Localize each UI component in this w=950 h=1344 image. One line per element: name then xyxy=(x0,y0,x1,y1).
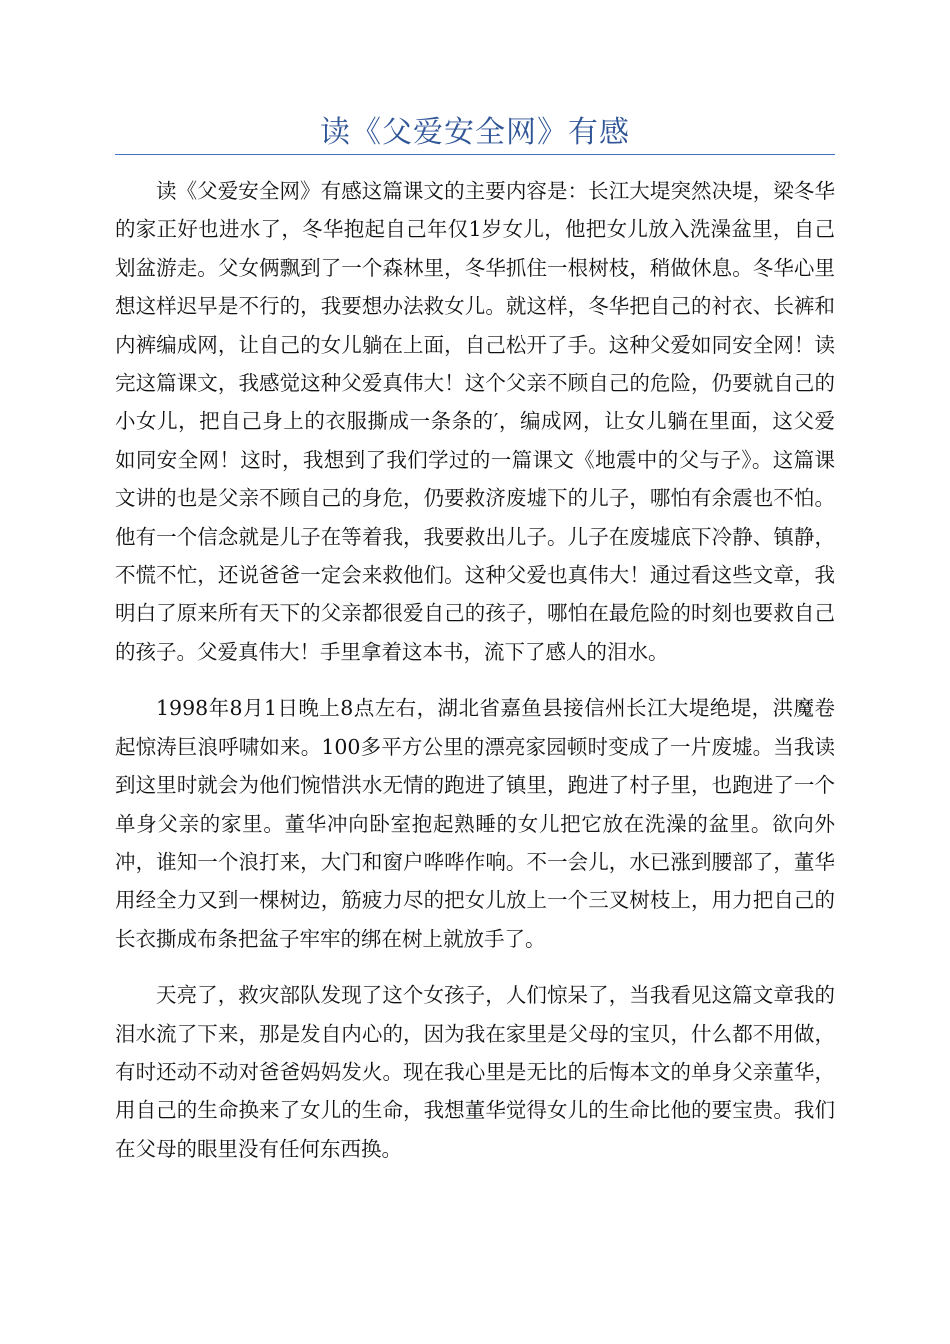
document-body xyxy=(115,172,835,1186)
page-title: 读《父爱安全网》有感 xyxy=(320,115,630,150)
paragraph-3: 天亮了，救灾部队发现了这个女孩子，人们惊呆了，当我看见这篇文章我的泪水流了下来，那是发自内心的，因为我在家里是父母的宝贝，什么都不用做，有时还动不动对爸爸妈妈发火。现在我心里是无比的后悔本文的单身父亲董华，用自己的生命换来了女儿的生命，我想董华觉得女儿的生命比他的要宝贵。我们在父母的眼里没有任何东西换。 xyxy=(115,983,835,1161)
title-underline xyxy=(115,154,835,155)
paragraph-2: 1998年8月1日晚上8点左右，湖北省嘉鱼县接信州长江大堤绝堤，洪魔卷起惊涛巨浪呼啸如来。100多平方公里的漂亮家园顿时变成了一片废墟。当我读到这里时就会为他们惋惜洪水无情的跑进了镇里，跑进了村子里，也跑进了一个单身父亲的家里。董华冲向卧室抱起熟睡的女儿把它放在洗澡的盆里。欲向外冲，谁知一个浪打来，大门和窗户哗哗作响。不一会儿，水已涨到腰部了，董华用经全力又到一棵树边，筋疲力尽的把女儿放上一个三叉树枝上，用力把自己的长衣撕成布条把盆子牢牢的绑在树上就放手了。 xyxy=(115,696,835,951)
paragraph-1: 读《父爱安全网》有感这篇课文的主要内容是：长江大堤突然决堤，梁冬华的家正好也进水了，冬华抱起自己年仅1岁女儿，他把女儿放入洗澡盆里，自己划盆游走。父女俩飘到了一个森林里，冬华抓住一根树枝，稍做休息。冬华心里想这样迟早是不行的，我要想办法救女儿。就这样，冬华把自己的衬衣、长裤和内裤编成网，让自己的女儿躺在上面，自己松开了手。这种父爱如同安全网！读完这篇课文，我感觉这种父爱真伟大！这个父亲不顾自己的危险，仍要就自己的小女儿，把自己身上的衣服撕成一条条的′，编成网，让女儿躺在里面，这父爱如同安全网！这时，我想到了我们学过的一篇课文《地震中的父与子》。这篇课文讲的也是父亲不顾自己的身危，仍要救济废墟下的儿子，哪怕有余震也不怕。他有一个信念就是儿子在等着我，我要救出儿子。儿子在废墟底下冷静、镇静，不慌不忙，还说爸爸一定会来救他们。这种父爱也真伟大！通过看这些文章，我明白了原来所有天下的父亲都很爱自己的孩子，哪怕在最危险的时刻也要救自己的孩子。父爱真伟大！手里拿着这本书，流下了感人的泪水。 xyxy=(115,179,835,664)
